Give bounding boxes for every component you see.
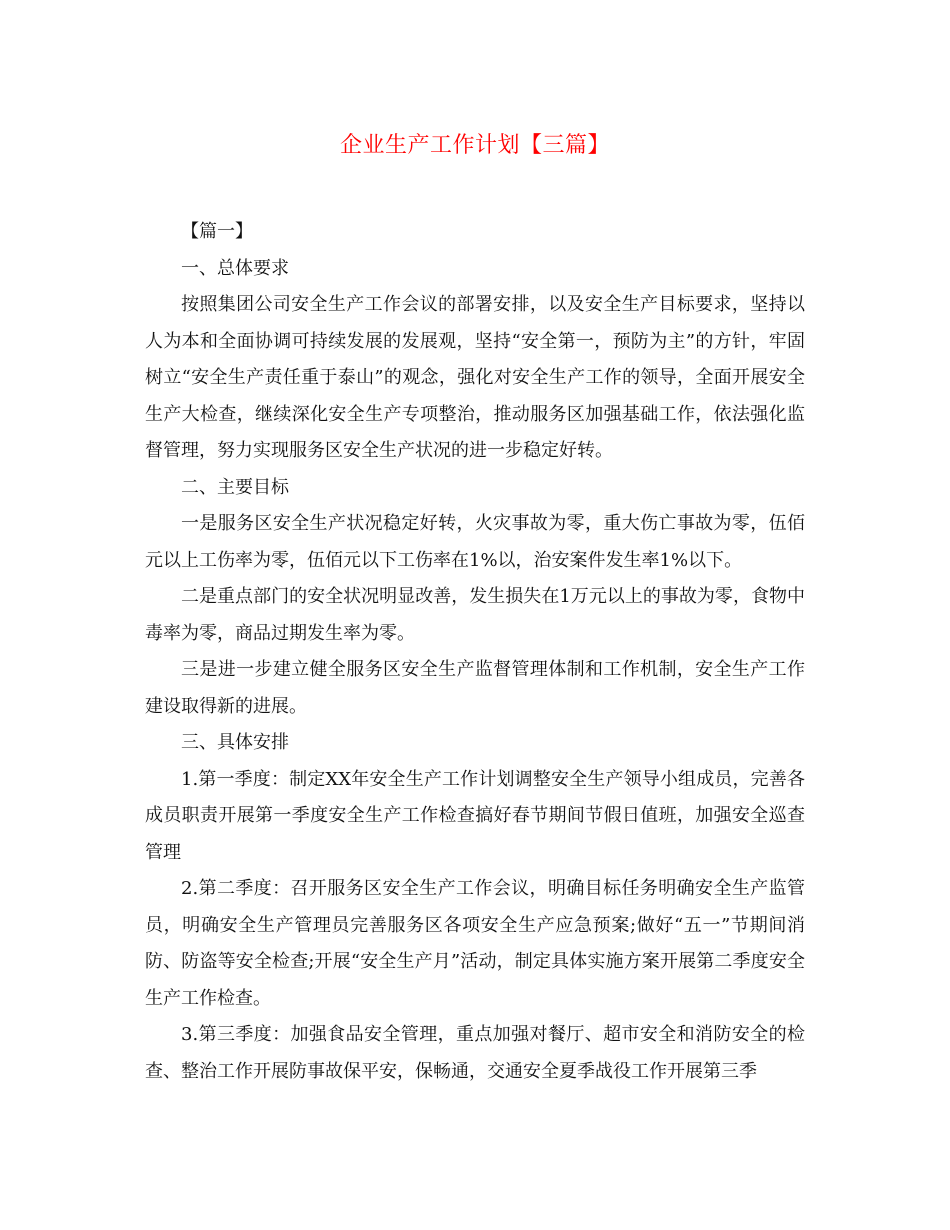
section-heading-part-one: 【篇一】 (181, 221, 253, 242)
paragraph-quarter-one: 1.第一季度：制定XX年安全生产工作计划调整安全生产领导小组成员，完善各成员职责开展第一季度安全生产工作检查搞好春节期间节假日值班，加强安全巡查管理 (145, 768, 805, 863)
paragraph-quarter-two: 2.第二季度：召开服务区安全生产工作会议，明确目标任务明确安全生产监管员，明确安全生产管理员完善服务区各项安全生产应急预案;做好“五一”节期间消防、防盗等安全检查;开展“安全生产月”活动，制定具体实施方案开展第二季度安全生产工作检查。 (145, 878, 805, 1009)
paragraph-goal-one: 一是服务区安全生产状况稳定好转，火灾事故为零，重大伤亡事故为零，伍佰元以上工伤率为零，伍佰元以下工伤率在1%以，治安案件发生率1%以下。 (145, 513, 805, 571)
section-heading-general-requirements: 一、总体要求 (181, 257, 289, 279)
paragraph-goal-three: 三是进一步建立健全服务区安全生产监督管理体制和工作机制，安全生产工作建设取得新的进展。 (145, 659, 805, 717)
document-body (145, 214, 805, 1090)
document-title: 企业生产工作计划【三篇】 (339, 133, 610, 158)
section-heading-main-goals: 二、主要目标 (181, 476, 289, 498)
paragraph-general-requirements: 按照集团公司安全生产工作会议的部署安排，以及安全生产目标要求，坚持以人为本和全面协调可持续发展的发展观，坚持“安全第一，预防为主”的方针，牢固树立“安全生产责任重于泰山”的观念，强化对安全生产工作的领导，全面开展安全生产大检查，继续深化安全生产专项整治，推动服务区加强基础工作，依法强化监督管理，努力实现服务区安全生产状况的进一步稳定好转。 (145, 294, 805, 461)
paragraph-goal-two: 二是重点部门的安全状况明显改善，发生损失在1万元以上的事故为零，食物中毒率为零，商品过期发生率为零。 (145, 586, 805, 644)
paragraph-quarter-three: 3.第三季度：加强食品安全管理，重点加强对餐厅、超市安全和消防安全的检查、整治工作开展防事故保平安，保畅通，交通安全夏季战役工作开展第三季 (145, 1024, 805, 1082)
section-heading-arrangements: 三、具体安排 (181, 732, 289, 753)
